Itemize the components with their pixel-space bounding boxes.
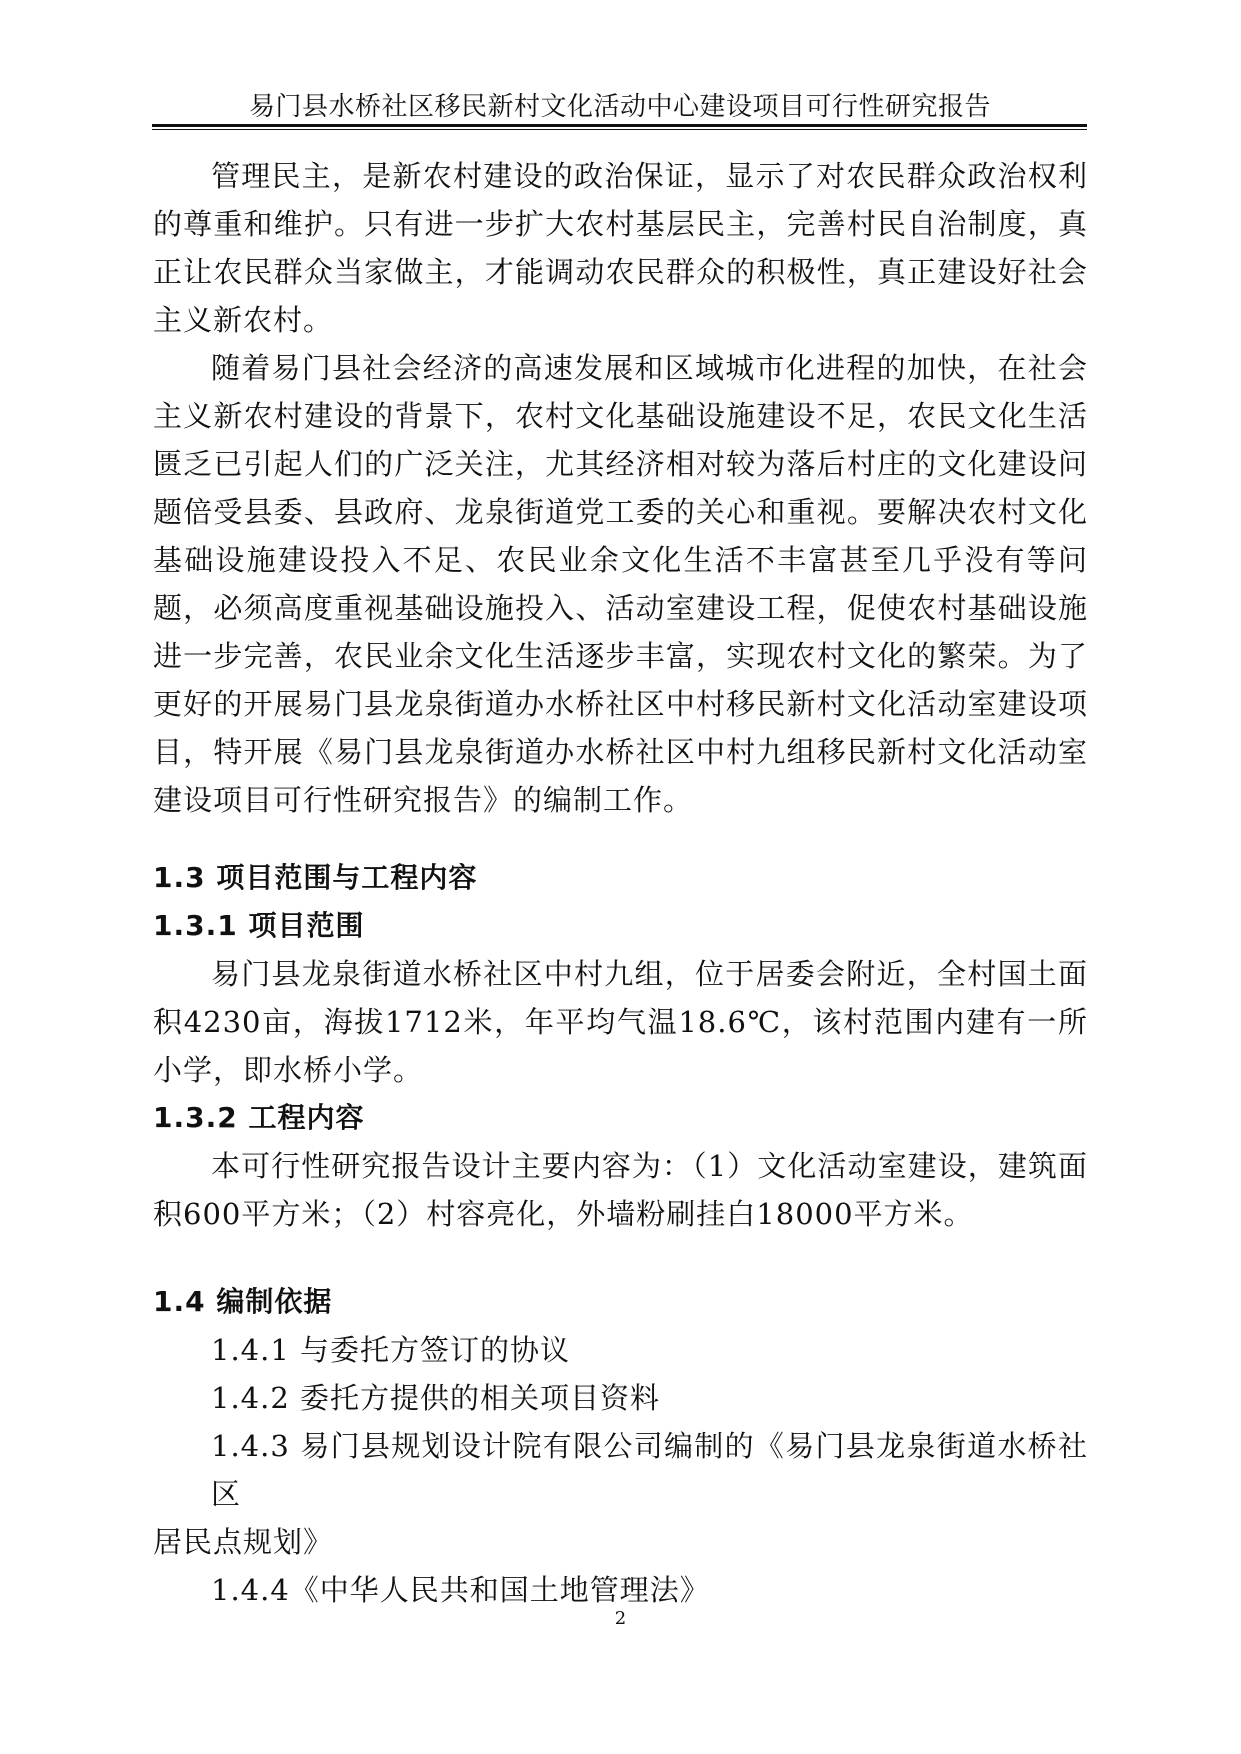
document-body <box>153 152 1088 1614</box>
section-heading-1-3: 1.3 项目范围与工程内容 <box>153 861 478 894</box>
section-heading-1-4: 1.4 编制依据 <box>153 1285 333 1318</box>
basis-item-3-text: 1.4.3 易门县规划设计院有限公司编制的《易门县龙泉街道水桥社区 <box>211 1429 1088 1511</box>
basis-item-3-continuation: 居民点规划》 <box>153 1525 334 1559</box>
spacer <box>153 1238 1088 1278</box>
paragraph-project-scope: 易门县龙泉街道水桥社区中村九组，位于居委会附近，全村国土面积4230亩，海拔1712米，年平均气温18.6℃，该村范围内建有一所小学，即水桥小学。 <box>153 957 1088 1087</box>
paragraph-engineering-content: 本可行性研究报告设计主要内容为：（1）文化活动室建设，建筑面积600平方米；（2）村容亮化，外墙粉刷挂白18000平方米。 <box>153 1149 1088 1231</box>
header-rule-thin <box>152 129 1087 130</box>
page-number: 2 <box>614 1608 627 1629</box>
subsection-heading-1-3-1: 1.3.1 项目范围 <box>153 909 365 942</box>
basis-item-2: 1.4.2 委托方提供的相关项目资料 <box>211 1381 661 1415</box>
basis-item-4: 1.4.4《中华人民共和国土地管理法》 <box>211 1573 710 1607</box>
running-header: 易门县水桥社区移民新村文化活动中心建设项目可行性研究报告 <box>248 92 991 122</box>
header-rule-thick <box>152 124 1087 127</box>
basis-item-3 <box>153 1422 1088 1566</box>
paragraph-democracy: 管理民主，是新农村建设的政治保证，显示了对农民群众政治权利的尊重和维护。只有进一步扩大农村基层民主，完善村民自治制度，真正让农民群众当家做主，才能调动农民群众的积极性，真正建设好社会主义新农村。 <box>153 159 1088 337</box>
subsection-heading-1-3-2: 1.3.2 工程内容 <box>153 1101 365 1134</box>
basis-item-1: 1.4.1 与委托方签订的协议 <box>211 1333 571 1367</box>
paragraph-background: 随着易门县社会经济的高速发展和区域城市化进程的加快，在社会主义新农村建设的背景下，农村文化基础设施建设不足，农民文化生活匮乏已引起人们的广泛关注，尤其经济相对较为落后村庄的文化建设问题倍受县委、县政府、龙泉街道党工委的关心和重视。要解决农村文化基础设施建设投入不足、农民业余文化生活不丰富甚至几乎没有等问题，必须高度重视基础设施投入、活动室建设工程，促使农村基础设施进一步完善，农民业余文化生活逐步丰富，实现农村文化的繁荣。为了更好的开展易门县龙泉街道办水桥社区中村移民新村文化活动室建设项目，特开展《易门县龙泉街道办水桥社区中村九组移民新村文化活动室建设项目可行性研究报告》的编制工作。 <box>153 351 1088 817</box>
spacer <box>153 824 1088 854</box>
